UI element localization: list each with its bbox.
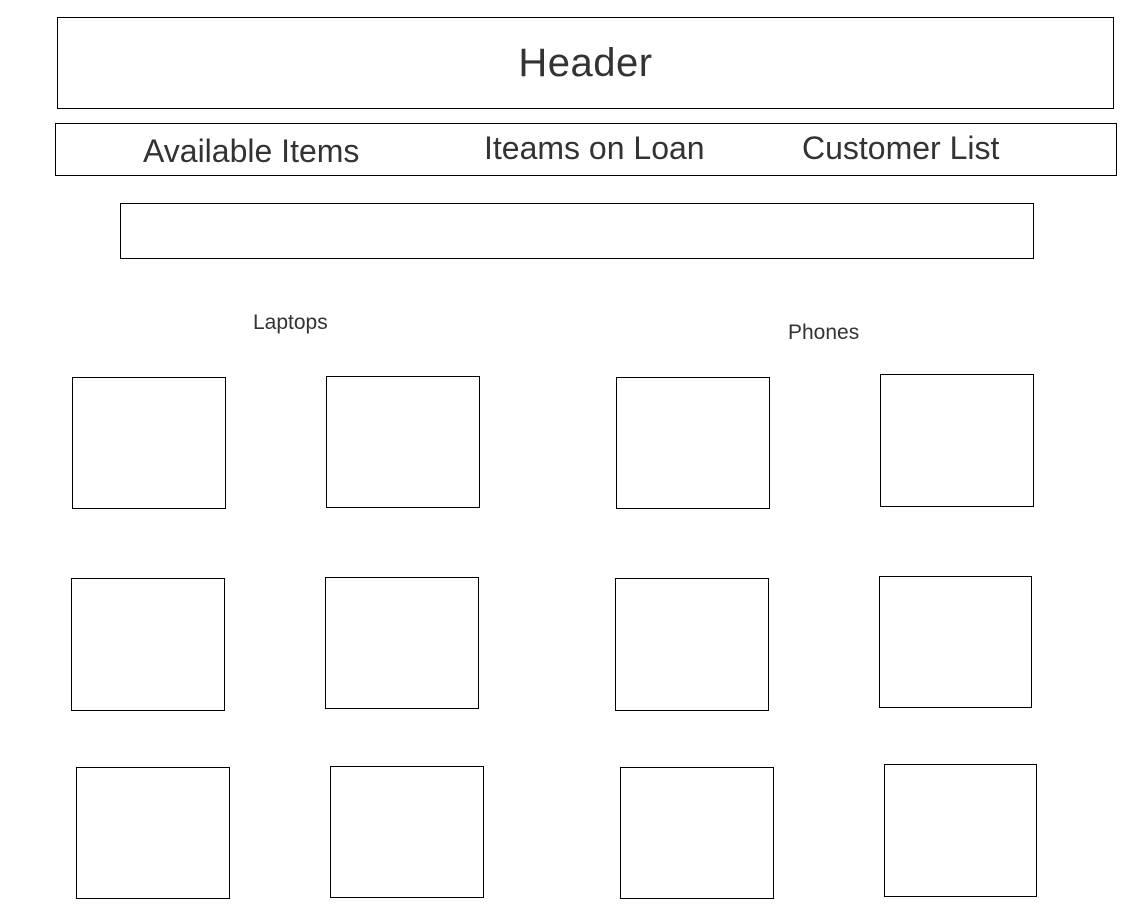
- phone-item-tile[interactable]: [616, 377, 770, 509]
- header-bar: [57, 17, 1114, 109]
- laptop-item-tile[interactable]: [326, 376, 480, 508]
- phone-item-tile[interactable]: [615, 578, 769, 711]
- nav-available-items[interactable]: Available Items: [143, 133, 360, 169]
- laptops-label: Laptops: [253, 311, 328, 334]
- search-bar[interactable]: [120, 203, 1034, 259]
- phones-label: Phones: [788, 321, 860, 344]
- nav-bar: [55, 123, 1117, 176]
- laptop-item-tile[interactable]: [330, 766, 484, 898]
- laptop-item-tile[interactable]: [71, 578, 225, 711]
- nav-items-on-loan[interactable]: Iteams on Loan: [484, 130, 705, 166]
- phone-item-tile[interactable]: [884, 764, 1037, 897]
- search-input[interactable]: [121, 204, 1033, 258]
- header-title: Header: [518, 40, 653, 85]
- laptop-item-tile[interactable]: [325, 577, 479, 709]
- phone-item-tile[interactable]: [879, 576, 1032, 708]
- nav-customer-list[interactable]: Customer List: [802, 130, 1000, 166]
- laptop-item-tile[interactable]: [72, 377, 226, 509]
- phone-item-tile[interactable]: [620, 767, 774, 899]
- laptop-item-tile[interactable]: [76, 767, 230, 899]
- phone-item-tile[interactable]: [880, 374, 1034, 507]
